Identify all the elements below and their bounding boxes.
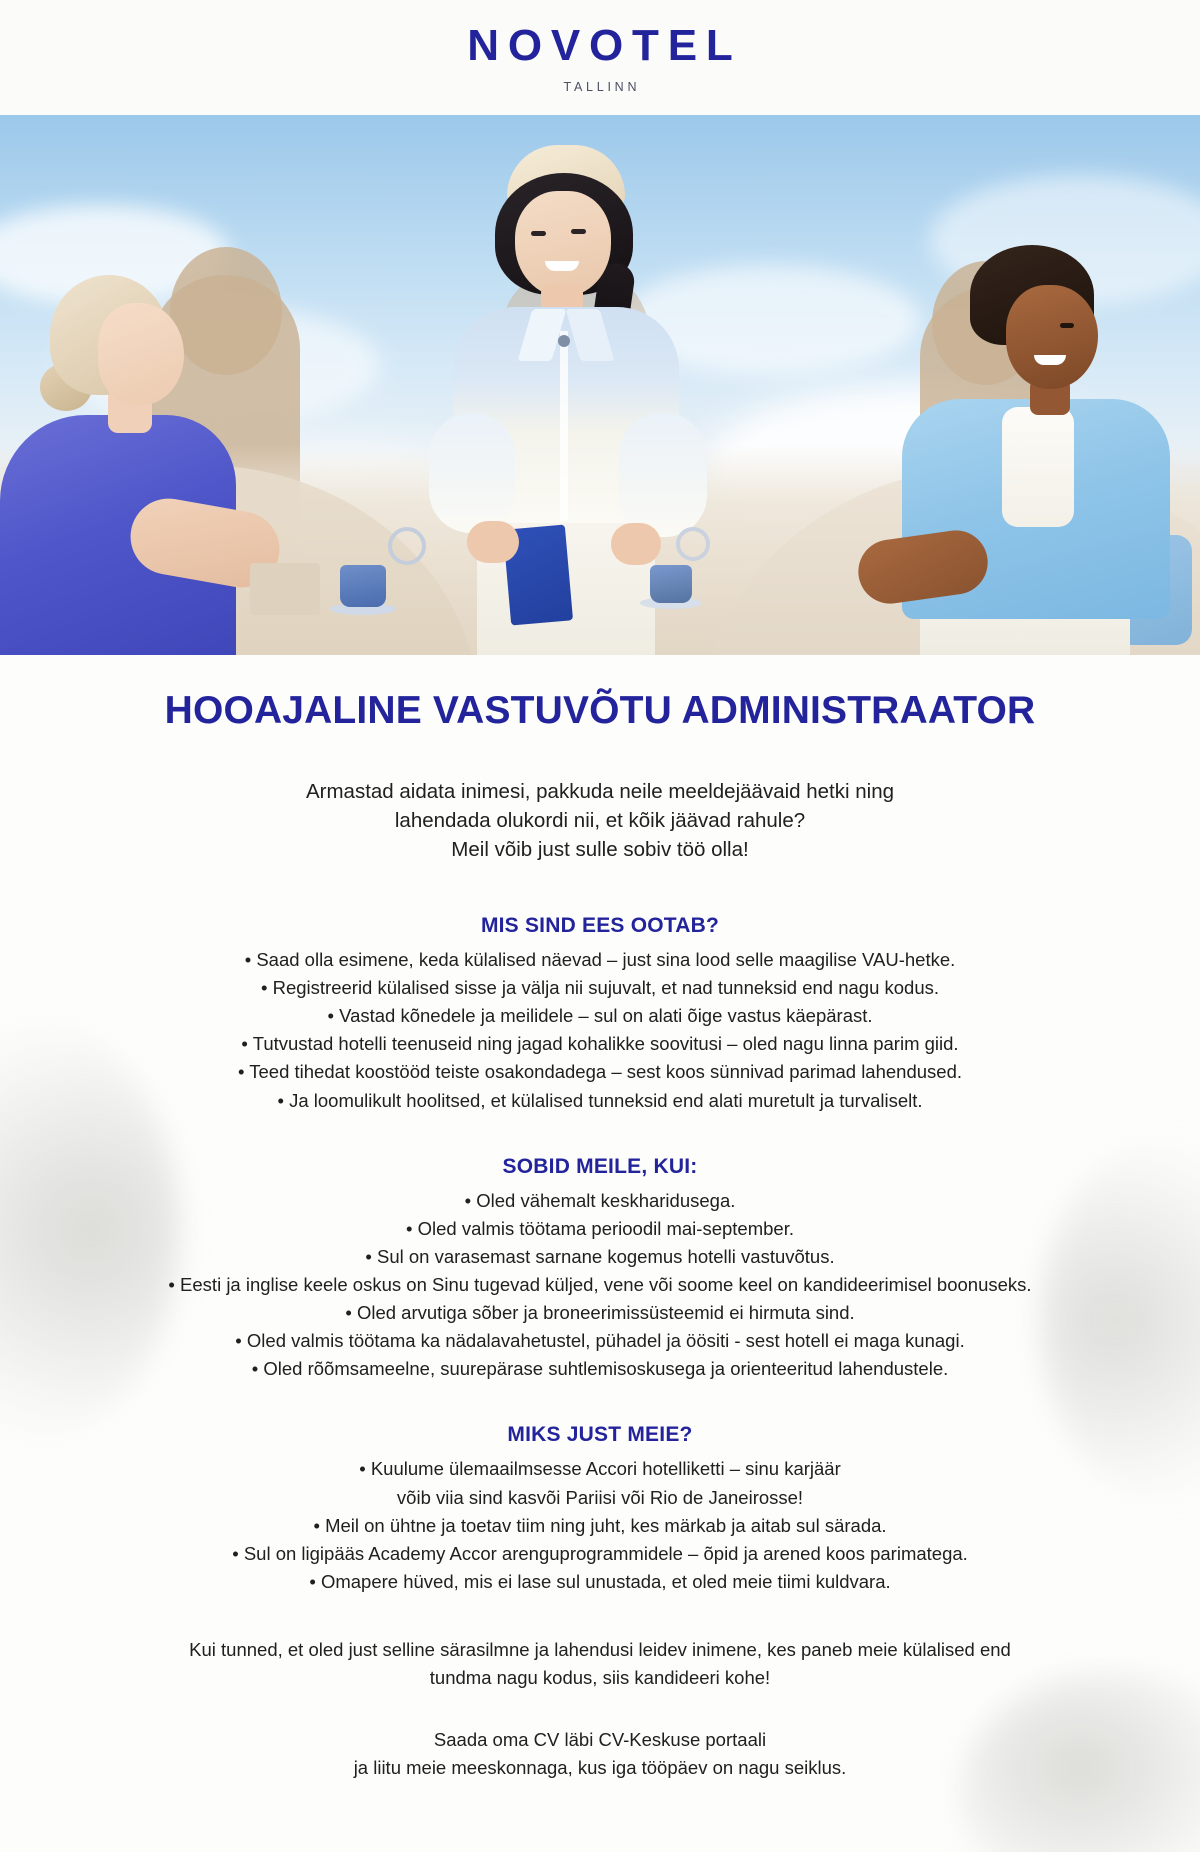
sleeve-left: [429, 413, 515, 533]
benefit-list: [95, 1455, 1105, 1596]
shirt-button: [558, 335, 570, 347]
section-heading: MIKS JUST MEIE?: [507, 1423, 693, 1447]
hotel-location-label: TALLINN: [563, 80, 641, 94]
list-item: • Registreerid külalised sisse ja välja nii sujuvalt, et nad tunneksid end nagu kodus.: [95, 974, 1105, 1002]
face: [515, 191, 611, 297]
list-item: • Ja loomulikult hoolitsed, et külalised tunneksid end alati muretult ja turvaliselt.: [95, 1087, 1105, 1115]
list-item: • Oled arvutiga sõber ja broneerimissüsteemid ei hirmuta sind.: [95, 1299, 1105, 1327]
list-item-continuation: võib viia sind kasvõi Pariisi või Rio de Janeirosse!: [396, 1486, 804, 1508]
job-description-body: [0, 655, 1200, 1852]
closing-line: Kui tunned, et oled just selline särasilmne ja lahendusi leidev inimene, kes paneb meie külalised end: [189, 1638, 1011, 1660]
responsibility-list: [95, 946, 1105, 1115]
call-to-action-paragraph: [150, 1636, 1050, 1692]
ring-prop: [388, 527, 426, 565]
person-figure-right: [886, 235, 1186, 655]
job-title: HOOAJALINE VASTUVÕTU ADMINISTRAATOR: [164, 689, 1036, 732]
white-tshirt: [1002, 407, 1074, 527]
list-item: • Saad olla esimene, keda külalised näevad – just sina lood selle maagilise VAU-hetke.: [95, 946, 1105, 974]
intro-line: lahendada olukordi nii, et kõik jäävad rahule?: [394, 808, 806, 832]
eye-left: [531, 231, 546, 236]
hand-left: [467, 521, 519, 563]
face: [1006, 285, 1098, 389]
list-item: • Teed tihedat koostööd teiste osakondadega – sest koos sünnivad parimad lahendused.: [95, 1058, 1105, 1086]
sleeve-right: [619, 413, 707, 537]
closing-line: ja liitu meie meeskonnaga, kus iga tööpäev on nagu seiklus.: [353, 1757, 847, 1779]
list-item: • Sul on ligipääs Academy Accor arenguprogrammidele – õpid ja arened koos parimatega.: [95, 1540, 1105, 1568]
application-instructions-paragraph: [150, 1726, 1050, 1782]
brand-header: [0, 0, 1200, 115]
list-item: • Omapere hüved, mis ei lase sul unustada, et oled meie tiimi kuldvara.: [95, 1568, 1105, 1596]
intro-paragraph: [200, 777, 1000, 864]
face: [98, 303, 184, 405]
list-item: • Tutvustad hotelli teenuseid ning jagad kohalikke soovitusi – oled nagu linna parim giid.: [95, 1030, 1105, 1058]
list-item: • Oled valmis töötama ka nädalavahetustel, pühadel ja öösiti - sest hotell ei maga kunagi.: [95, 1327, 1105, 1355]
hero-photo: [0, 115, 1200, 655]
closing-line: tundma nagu kodus, siis kandideeri kohe!: [429, 1667, 771, 1689]
section-heading: MIS SIND EES OOTAB?: [480, 914, 720, 937]
list-item: • Vastad kõnedele ja meilidele – sul on alati õige vastus käepärast.: [95, 1002, 1105, 1030]
smile: [545, 261, 579, 271]
blue-cup: [650, 565, 692, 603]
smile: [1034, 355, 1066, 365]
person-figure-left: [10, 255, 260, 655]
section-you-fit-us-if: [95, 1155, 1105, 1384]
eye-right: [571, 229, 586, 234]
list-item: • Kuulume ülemaailmsesse Accori hotelliketti – sinu karjäär: [95, 1455, 1105, 1483]
section-what-awaits-you: [95, 914, 1105, 1115]
shirt-placket: [560, 331, 568, 521]
list-item: • Oled valmis töötama perioodil mai-september.: [95, 1215, 1105, 1243]
eye: [1060, 323, 1074, 328]
blue-cup: [340, 565, 386, 607]
list-item: • Sul on varasemast sarnane kogemus hotelli vastuvõtus.: [95, 1243, 1105, 1271]
novotel-logo-wordmark: NOVOTEL: [467, 21, 742, 70]
requirement-list: [95, 1187, 1105, 1384]
intro-line: Armastad aidata inimesi, pakkuda neile meeldejäävaid hetki ning: [305, 779, 894, 803]
ring-prop: [676, 527, 710, 561]
hand-right: [611, 523, 661, 565]
section-heading: SOBID MEILE, KUI:: [502, 1154, 698, 1178]
list-item: • Eesti ja inglise keele oskus on Sinu tugevad küljed, vene või soome keel on kandideerimisel boonuseks.: [95, 1271, 1105, 1299]
list-item: • Oled rõõmsameelne, suurepärase suhtlemisoskusega ja orienteeritud lahendustele.: [95, 1355, 1105, 1383]
list-item: • Oled vähemalt keskharidusega.: [95, 1187, 1105, 1215]
closing-line: Saada oma CV läbi CV-Keskuse portaali: [433, 1729, 767, 1751]
intro-line: Meil võib just sulle sobiv töö olla!: [451, 837, 749, 861]
list-item: • Meil on ühtne ja toetav tiim ning juht, kes märkab ja aitab sul särada.: [95, 1512, 1105, 1540]
side-table: [250, 563, 320, 615]
section-why-us: [95, 1423, 1105, 1596]
